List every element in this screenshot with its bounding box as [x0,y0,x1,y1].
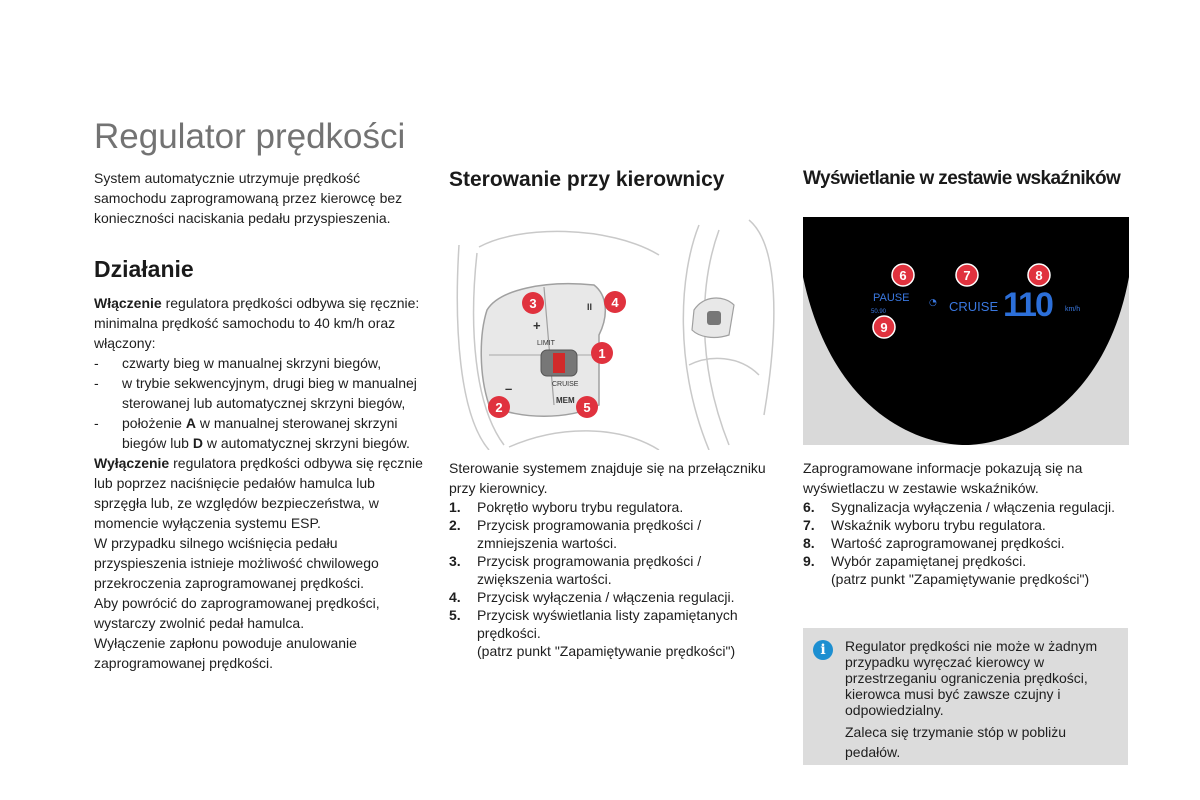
list-item: 4. Przycisk wyłączenia / włączenia regulacji. [449,589,735,605]
steering-text [449,458,779,660]
wylaczenie-paragraph: Wyłączenie regulatora prędkości odbywa się ręcznie lub poprzez naciśnięcie pedałów hamulca lub sprzęgła lub, ze względów bezpieczeństwa, w momencie wyłączenia systemu ESP. [94,455,423,531]
svg-text:1: 1 [598,346,606,361]
rear-control-pod [692,298,734,337]
steering-wheel-diagram [449,215,779,450]
svg-text:5: 5 [583,400,591,415]
minus-label: – [505,381,513,396]
svg-text:2: 2 [495,400,503,415]
display-text [803,458,1133,588]
list-item: 9. Wybór zapamiętanej prędkości. [803,553,1027,569]
lcd-cruise-label: CRUISE [949,299,999,314]
info-paragraph: Zaleca się trzymanie stóp w pobliżu pedałów. [845,724,1066,760]
info-paragraph: Regulator prędkości nie może w żadnym przypadku wyręczać kierowcy w przestrzeganiu ograniczenia prędkości, kierowca musi być zawsze czujny i odpowiedzialny. [845,638,1098,718]
pause-symbol: II [587,302,593,312]
cruise-label: CRUISE [552,381,579,388]
page-title: Regulator prędkości [94,117,406,156]
list-item-note: (patrz punkt "Zapamiętywanie prędkości") [831,571,1090,587]
section-heading-dzialanie: Działanie [94,256,194,282]
callout-3 [522,292,544,314]
wlaczenie-paragraph: Włączenie regulatora prędkości odbywa się ręcznie: minimalna prędkość samochodu to 40 km/h oraz włączony: [94,295,420,351]
plus-label: + [533,318,541,333]
speedometer-icon: ◔ [929,298,937,308]
svg-text:3: 3 [529,296,537,311]
paragraph: Wyłączenie zapłonu powoduje anulowanie zaprogramowanej prędkości. [94,635,357,671]
section-heading-steering: Sterowanie przy kierownicy [449,168,725,191]
paragraph: Aby powrócić do zaprogramowanej prędkości, wystarczy zwolnić pedał hamulca. [94,595,380,631]
intro-paragraph: System automatycznie utrzymuje prędkość samochodu zaprogramowaną przez kierowcę bez konieczności naciskania pedału przyspieszenia. [94,170,403,226]
callout-4 [604,291,626,313]
svg-text:6: 6 [899,268,907,283]
list-item: 5. Przycisk wyświetlania listy zapamiętanych prędkości. [449,607,738,641]
lcd-memory-label: 50.90 [871,309,887,315]
list-item: 3. Przycisk programowania prędkości / zwiększenia wartości. [449,553,702,587]
callout-2 [488,396,510,418]
list-item-note: (patrz punkt "Zapamiętywanie prędkości") [477,643,736,659]
callout-9 [873,316,895,338]
list-item: 8. Wartość zaprogramowanej prędkości. [803,535,1065,551]
list-item: 6. Sygnalizacja wyłączenia / włączenia regulacji. [803,499,1116,515]
svg-text:4: 4 [611,295,619,310]
list-item: - położenie A w manualnej sterowanej skrzyni biegów lub D w automatycznej skrzyni biegów. [94,415,410,451]
limit-label: LIMIT [537,340,555,347]
instrument-display-diagram [803,217,1129,445]
lcd-pause-label: PAUSE [873,292,910,304]
lcd-speed-unit: km/h [1065,306,1081,313]
callout-7 [956,264,978,286]
display-intro: Zaprogramowane informacje pokazują się na wyświetlaczu w zestawie wskaźników. [803,460,1083,496]
list-item: - czwarty bieg w manualnej skrzyni biegów, [94,355,382,371]
info-icon: i [813,640,833,660]
list-item: 7. Wskaźnik wyboru trybu regulatora. [803,517,1046,533]
section-heading-display: Wyświetlanie w zestawie wskaźników [803,168,1121,189]
list-item: 2. Przycisk programowania prędkości / zmniejszenia wartości. [449,517,702,551]
paragraph: W przypadku silnego wciśnięcia pedału przyspieszenia istnieje możliwość chwilowego przekroczenia zaprogramowanej prędkości. [94,535,379,591]
callout-6 [892,264,914,286]
info-text [845,638,1120,766]
callout-8 [1028,264,1050,286]
callout-5 [576,396,598,418]
callout-1 [591,342,613,364]
list-item: - w trybie sekwencyjnym, drugi bieg w manualnej sterowanej lub automatycznej skrzyni biegów, [94,375,417,411]
svg-text:9: 9 [880,320,888,335]
mem-label: MEM [556,396,575,405]
steering-intro: Sterowanie systemem znajduje się na przełączniku przy kierownicy. [449,460,766,496]
lcd-speed-value: 110 [1003,286,1052,324]
dzialanie-body [94,293,424,673]
list-item: 1. Pokrętło wyboru trybu regulatora. [449,499,684,515]
svg-text:7: 7 [963,268,971,283]
svg-text:8: 8 [1035,268,1043,283]
